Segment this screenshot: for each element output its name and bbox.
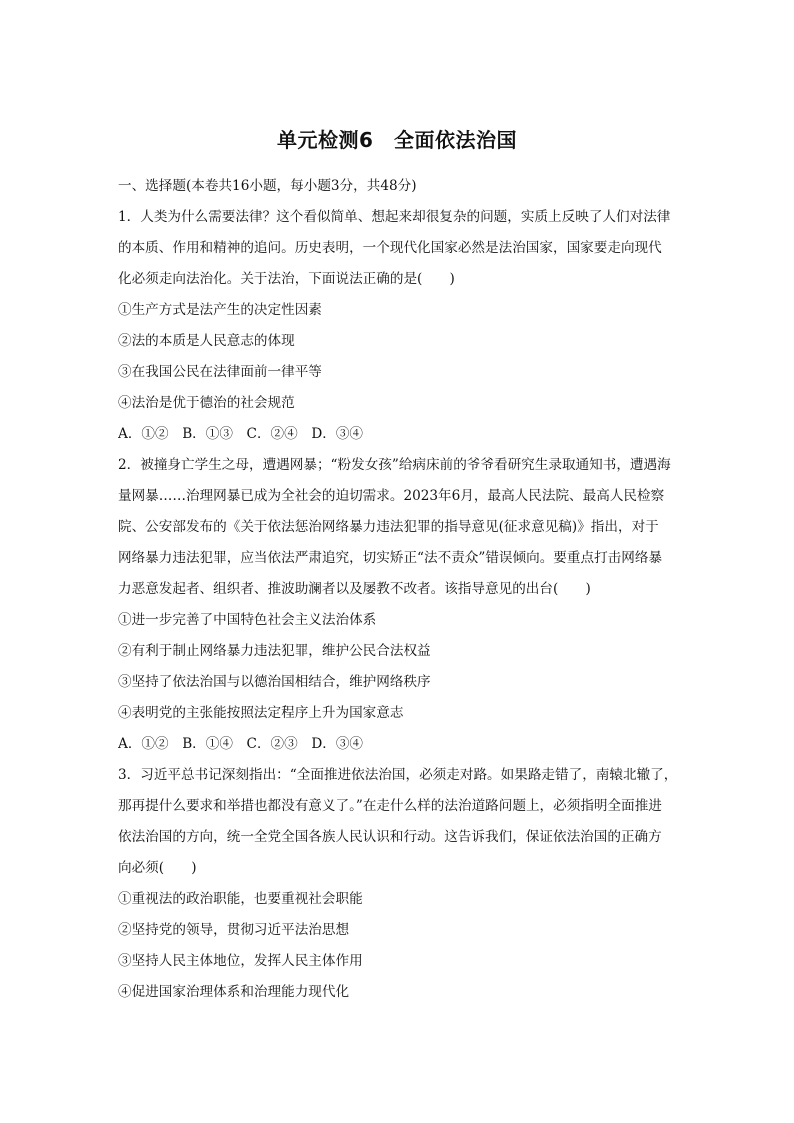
question-1-line-2: 的本质、作用和精神的追问。历史表明，一个现代化国家必然是法治国家，国家要走向现代 bbox=[118, 240, 662, 256]
question-1-statement-3: ③在我国公民在法律面前一律平等 bbox=[118, 364, 322, 380]
question-1-statement-2: ②法的本质是人民意志的体现 bbox=[118, 333, 295, 349]
question-2 bbox=[118, 450, 678, 760]
question-1-statement-4: ④法治是优于德治的社会规范 bbox=[118, 395, 295, 411]
document-body bbox=[118, 171, 678, 1008]
question-2-statement-1: ①进一步完善了中国特色社会主义法治体系 bbox=[118, 612, 377, 628]
question-2-line-4: 网络暴力违法犯罪，应当依法严肃追究，切实矫正“法不责众”错误倾向。要重点打击网络暴 bbox=[118, 550, 663, 566]
question-3-statement-4: ④促进国家治理体系和治理能力现代化 bbox=[118, 984, 350, 1000]
question-1-options: A．①② B．①③ C．②④ D．③④ bbox=[118, 426, 364, 442]
question-2-statement-4: ④表明党的主张能按照法定程序上升为国家意志 bbox=[118, 705, 404, 721]
question-3-statement-2: ②坚持党的领导，贯彻习近平法治思想 bbox=[118, 922, 350, 938]
question-2-statement-3: ③坚持了依法治国与以德治国相结合，维护网络秩序 bbox=[118, 674, 431, 690]
question-1-line-1: 1．人类为什么需要法律？这个看似简单、想起来却很复杂的问题，实质上反映了人们对法律 bbox=[118, 209, 671, 225]
page-title: 单元检测6 全面依法治国 bbox=[277, 128, 517, 152]
section-heading: 一、选择题(本卷共16小题，每小题3分，共48分) bbox=[118, 178, 417, 194]
question-2-line-2: 量网暴……治理网暴已成为全社会的迫切需求。2023年6月，最高人民法院、最高人民检察 bbox=[118, 488, 665, 504]
question-3-line-2: 那再提什么要求和举措也都没有意义了。”在走什么样的法治道路问题上，必须指明全面推进 bbox=[118, 798, 662, 814]
question-3 bbox=[118, 760, 678, 1008]
question-3-line-1: 3．习近平总书记深刻指出：“全面推进依法治国，必须走对路。如果路走错了，南辕北辙了， bbox=[118, 767, 678, 783]
question-3-statement-1: ①重视法的政治职能，也要重视社会职能 bbox=[118, 891, 363, 907]
question-1-line-3: 化必须走向法治化。关于法治，下面说法正确的是( ) bbox=[118, 271, 455, 287]
question-3-line-4: 向必须( ) bbox=[118, 860, 197, 876]
question-2-line-3: 院、公安部发布的《关于依法惩治网络暴力违法犯罪的指导意见(征求意见稿)》指出，对于 bbox=[118, 519, 659, 535]
question-2-statement-2: ②有利于制止网络暴力违法犯罪，维护公民合法权益 bbox=[118, 643, 431, 659]
question-3-line-3: 依法治国的方向，统一全党全国各族人民认识和行动。这告诉我们，保证依法治国的正确方 bbox=[118, 829, 662, 845]
question-2-line-1: 2．被撞身亡学生之母，遭遇网暴；“粉发女孩”给病床前的爷爷看研究生录取通知书，遭遇海 bbox=[118, 457, 671, 473]
question-2-line-5: 力恶意发起者、组织者、推波助澜者以及屡教不改者。该指导意见的出台( ) bbox=[118, 581, 591, 597]
question-2-options: A．①② B．①④ C．②③ D．③④ bbox=[118, 736, 364, 752]
question-3-statement-3: ③坚持人民主体地位，发挥人民主体作用 bbox=[118, 953, 363, 969]
question-1 bbox=[118, 202, 678, 450]
question-1-statement-1: ①生产方式是法产生的决定性因素 bbox=[118, 302, 322, 318]
